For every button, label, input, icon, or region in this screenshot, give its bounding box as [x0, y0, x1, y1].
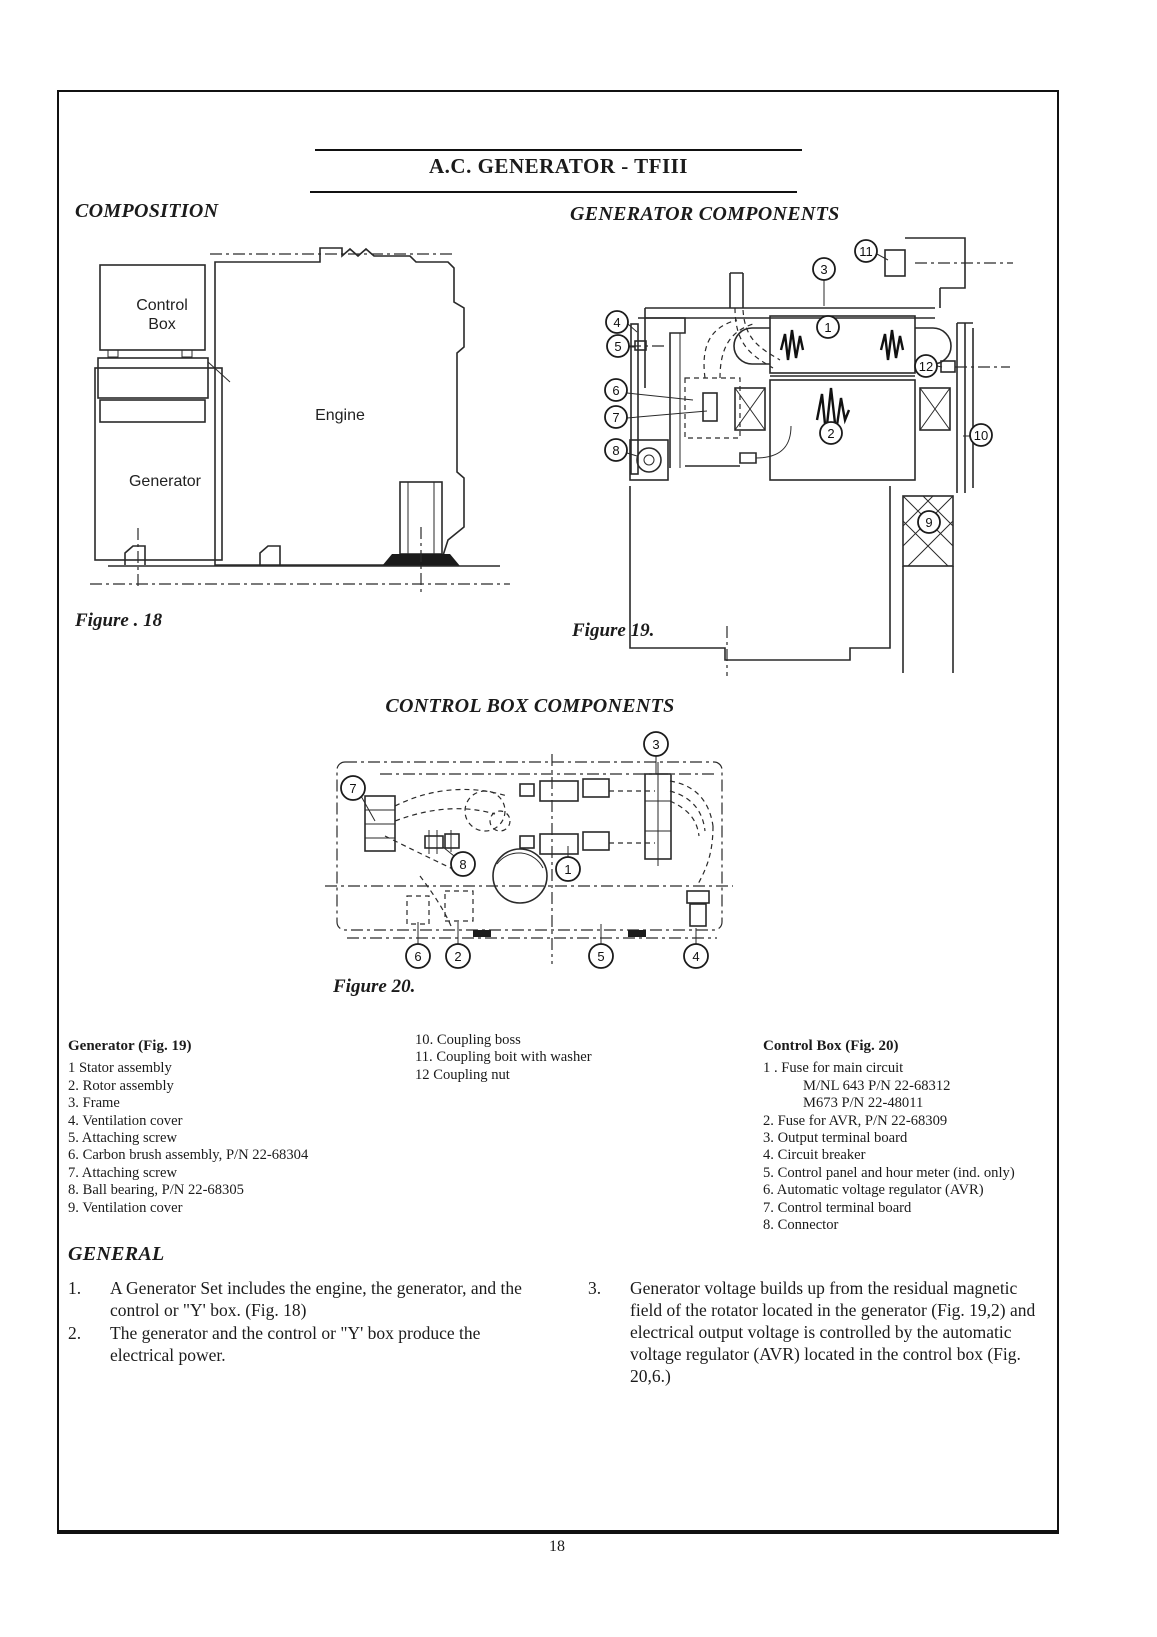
list-item: 2. Fuse for AVR, P/N 22-68309	[763, 1112, 948, 1129]
figure-20-caption: Figure 20.	[333, 976, 416, 997]
list-item: 4. Ventilation cover	[68, 1112, 183, 1129]
callout-2	[820, 422, 842, 444]
list-item: 8. Ball bearing, P/N 22-68305	[68, 1182, 244, 1199]
list-item: 8. Connector	[763, 1217, 839, 1234]
coupling-parts	[885, 238, 1013, 308]
avr-fuse-part	[407, 891, 473, 924]
callout-2	[446, 944, 470, 968]
general-heading: GENERAL	[68, 1243, 165, 1265]
item-text: A Generator Set includes the engine, the generator, and the control or "Y' box. (Fig. 18)	[110, 1278, 522, 1320]
svg-text:12: 12	[918, 359, 934, 374]
item-text: Generator voltage builds up from the residual magnetic field of the rotator located in the generator (Fig. 19,2) and electrical output voltage is controlled by the automatic voltage regulator (AVR) located in the control box (Fig. 20,6.)	[630, 1278, 1036, 1386]
page-title: A.C. GENERATOR - TFIII	[429, 154, 688, 178]
svg-text:9: 9	[925, 515, 933, 530]
callout-1	[556, 857, 580, 881]
lower-housing	[630, 426, 953, 676]
callout-5	[589, 944, 613, 968]
callout-4	[684, 944, 708, 968]
page-number: 18	[549, 1538, 565, 1555]
svg-text:8: 8	[459, 857, 467, 872]
svg-text:4: 4	[613, 315, 621, 330]
general-item-2	[68, 1322, 523, 1366]
hour-meter-circle	[493, 849, 547, 903]
figure-20-drawing	[325, 726, 735, 974]
label-engine: Engine	[315, 407, 365, 424]
parts-list-control-box	[763, 1038, 1093, 1234]
list-item: 5. Attaching screw	[68, 1130, 178, 1147]
callout-8	[451, 852, 475, 876]
list-item: 11. Coupling boit with washer	[415, 1049, 592, 1066]
list-item: 3. Frame	[68, 1095, 120, 1112]
list-item: 5. Control panel and hour meter (ind. only)	[763, 1164, 1015, 1181]
item-number: 2.	[68, 1323, 82, 1343]
callout-11	[855, 240, 877, 262]
item-text: The generator and the control or "Y' box produce the electrical power.	[110, 1323, 481, 1365]
list-item: 6. Carbon brush assembly, P/N 22-68304	[68, 1147, 309, 1164]
svg-text:6: 6	[414, 949, 422, 964]
general-item-1	[68, 1277, 523, 1321]
parts-list-control-box-heading: Control Box (Fig. 20)	[763, 1038, 899, 1054]
parts-list-generator	[68, 1038, 413, 1217]
list-item: 7. Control terminal board	[763, 1199, 912, 1216]
callout-10	[970, 424, 992, 446]
callout-8	[605, 439, 627, 461]
list-item: 3. Output terminal board	[763, 1130, 908, 1147]
attaching-screw-right	[941, 361, 1010, 372]
callout-7	[341, 776, 365, 800]
callout-6	[406, 944, 430, 968]
circuit-breaker-part	[687, 891, 709, 926]
list-item: M/NL 643 P/N 22-68312	[803, 1077, 951, 1094]
item-number: 1.	[68, 1278, 82, 1298]
svg-text:2: 2	[454, 949, 462, 964]
list-item: 4. Circuit breaker	[763, 1147, 866, 1164]
svg-text:3: 3	[820, 262, 828, 277]
svg-text:8: 8	[612, 443, 620, 458]
list-item: 9. Ventilation cover	[68, 1199, 183, 1216]
callout-4	[606, 311, 628, 333]
svg-text:5: 5	[597, 949, 605, 964]
connector-part	[425, 830, 459, 854]
engine-mount	[382, 482, 460, 594]
callout-3	[644, 732, 668, 756]
coupling-boss	[957, 323, 973, 493]
label-generator: Generator	[128, 473, 202, 490]
callout-1	[817, 316, 839, 338]
conduit	[730, 273, 780, 368]
svg-text:1: 1	[564, 862, 572, 877]
composition-heading: COMPOSITION	[75, 200, 219, 222]
carbon-brush-box	[685, 320, 753, 438]
item-number: 3.	[588, 1278, 602, 1298]
figure-18-caption: Figure . 18	[75, 610, 163, 631]
callout-5	[607, 335, 629, 357]
svg-text:3: 3	[652, 737, 660, 752]
control-box-outline	[98, 265, 230, 422]
svg-text:10: 10	[973, 428, 989, 443]
svg-text:7: 7	[612, 410, 620, 425]
svg-text:5: 5	[614, 339, 622, 354]
svg-text:6: 6	[612, 383, 620, 398]
label-control-box: Control Box	[136, 297, 188, 333]
control-terminal-board	[365, 796, 395, 851]
list-item: M673 P/N 22-48011	[803, 1095, 924, 1112]
figure-19-caption: Figure 19.	[572, 620, 655, 641]
parts-list-generator-heading: Generator (Fig. 19)	[68, 1038, 192, 1054]
svg-text:7: 7	[349, 781, 357, 796]
main-fuse-holder	[645, 762, 671, 866]
svg-text:1: 1	[824, 320, 832, 335]
list-item: 1 . Fuse for main circuit	[763, 1060, 904, 1077]
list-item: 1 Stator assembly	[68, 1060, 172, 1077]
callout-6	[605, 379, 627, 401]
list-item: 10. Coupling boss	[415, 1032, 521, 1048]
title-rule-bottom	[310, 191, 797, 193]
callout-9	[918, 511, 940, 533]
title-rule-top	[315, 149, 802, 151]
svg-text:4: 4	[692, 949, 700, 964]
list-item: 2. Rotor assembly	[68, 1077, 174, 1094]
parts-list-coupling	[415, 1032, 745, 1084]
list-item: 12 Coupling nut	[415, 1066, 510, 1083]
list-item: 7. Attaching screw	[68, 1164, 178, 1181]
general-item-3	[588, 1277, 1050, 1387]
list-item: 6. Automatic voltage regulator (AVR)	[763, 1182, 984, 1199]
control-box-components-heading: CONTROL BOX COMPONENTS	[385, 695, 675, 717]
callout-3	[813, 258, 835, 280]
generator-outline	[95, 368, 222, 560]
svg-text:11: 11	[859, 244, 873, 259]
callout-12	[915, 355, 937, 377]
relay-blocks	[520, 779, 655, 854]
generator-components-heading: GENERATOR COMPONENTS	[570, 203, 840, 225]
leader-lines	[627, 254, 970, 456]
figure-19-drawing	[585, 228, 1015, 678]
svg-text:2: 2	[827, 426, 835, 441]
callout-7	[605, 406, 627, 428]
